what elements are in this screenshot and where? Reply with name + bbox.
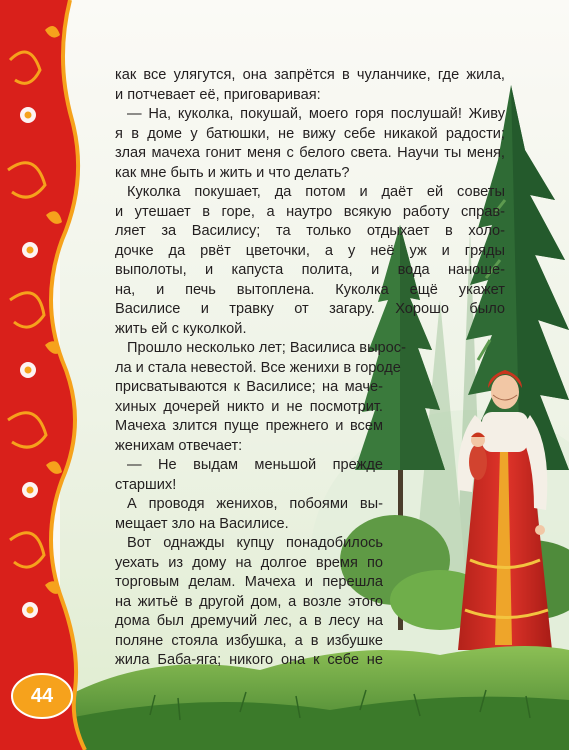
text-line: и потчевает её, приговаривая: [115,86,321,103]
text-line: на житьё в другой дом, а возле этого [115,593,383,610]
text-line: старших! [115,476,177,493]
text-line: Куколка покушает, да потом и даёт ей советы [127,184,505,200]
paragraph [115,66,505,105]
page-number: 44 [30,684,54,707]
text-line: женихам отвечает: [115,437,243,454]
paragraph [115,339,406,456]
text-line: Мачеха злится пуще прежнего и всем [115,418,383,434]
paragraph [115,456,383,495]
text-line: ляет за Василису; та только отдыхает в холо- [115,223,505,239]
text-line: Вот однажды купцу понадобилось [127,535,383,551]
text-line: мещает зло на Василисе. [115,515,289,532]
text-line: на, и печь вытоплена. Куколка ещё укажет [115,281,505,298]
text-line: ла и стала невестой. Все женихи в городе [115,359,401,376]
text-line: Прошло несколько лет; Василиса вырос- [127,340,406,356]
text-line: — На, куколка, покушай, моего горя послушай! Живу [127,106,505,122]
story-text [115,66,505,671]
text-line: выполоты, и капуста полита, и вода наноше- [115,262,505,278]
paragraph [115,105,505,183]
text-line: хиных дочерей никто и не посмотрит. [115,398,383,415]
text-line: как мне быть и жить и что делать? [115,164,350,181]
text-line: — Не выдам меньшой прежде [127,457,383,473]
text-line: А проводя женихов, побоями вы- [127,496,383,512]
text-line: присватываются к Василисе; на маче- [115,379,383,395]
paragraph [115,534,383,671]
text-line: я в доме у батюшки, не вижу себе никакой радости; [115,125,505,142]
text-line: поляне стояла избушка, а в избушке [115,632,383,649]
text-line: уехать из дому на долгое время по [115,554,383,571]
text-line: Василисе и травку от загару. Хорошо было [115,301,505,317]
paragraph [115,183,505,339]
text-line: жить ей с куколкой. [115,320,247,337]
text-line: как все улягутся, она запрётся в чуланчике, где жила, [115,67,505,83]
paragraph [115,495,383,534]
text-line: и утешает в горе, а наутро всякую работу справ- [115,203,505,220]
text-line: торговым делам. Мачеха и перешла [115,574,383,590]
text-line: злая мачеха гонит меня с белого света. Научи ты меня, [115,145,505,161]
text-line: жила Баба-яга; никого она к себе не [115,652,383,668]
text-line: дочке да рвёт цветочки, а у неё уж и гряды [115,242,505,259]
text-line: дома был дремучий лес, а в лесу на [115,613,383,629]
